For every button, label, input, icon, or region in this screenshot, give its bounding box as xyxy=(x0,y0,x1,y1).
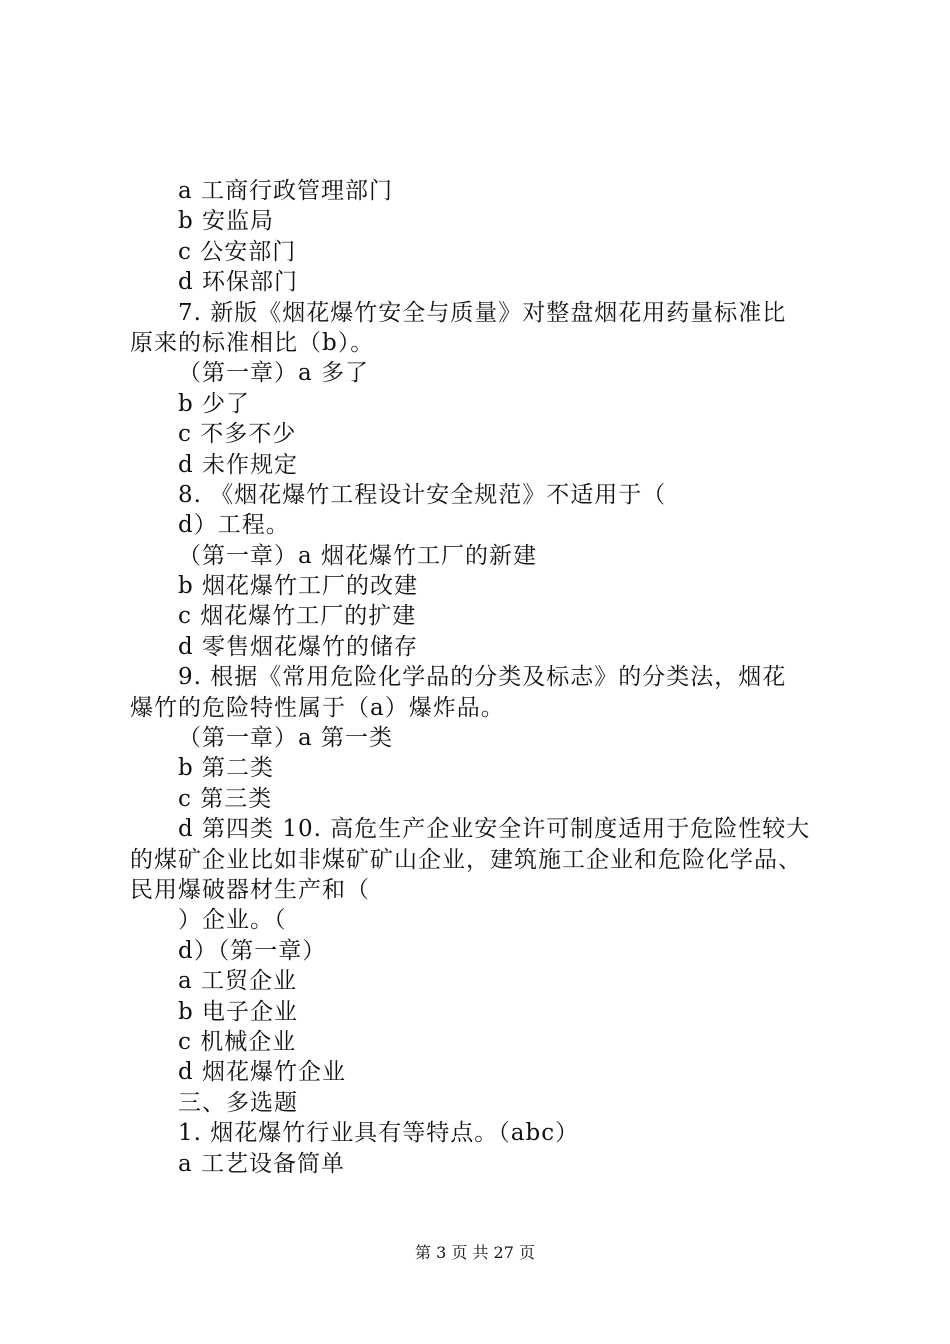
text-line: （第一章）a 烟花爆竹工厂的新建 xyxy=(178,542,538,569)
text-line: b 安监局 xyxy=(178,208,275,235)
question-line: 9. 根据《常用危险化学品的分类及标志》的分类法，烟花 xyxy=(178,664,787,691)
text-line: c 不多不少 xyxy=(178,421,297,448)
text-line: （第一章）a 多了 xyxy=(178,360,370,387)
text-line: d 未作规定 xyxy=(178,451,299,478)
question-line: 1. 烟花爆竹行业具有等特点。（abc） xyxy=(178,1120,580,1147)
text-line: c 第三类 xyxy=(178,785,273,812)
question-line: 7. 新版《烟花爆竹安全与质量》对整盘烟花用药量标准比 xyxy=(178,299,787,326)
text-line: d 烟花爆竹企业 xyxy=(178,1059,347,1086)
text-line: d 零售烟花爆竹的储存 xyxy=(178,633,419,660)
page-number-footer: 第 3 页 共 27 页 xyxy=(415,1243,535,1262)
text-line: ）企业。（ xyxy=(178,907,287,934)
text-line: b 烟花爆竹工厂的改建 xyxy=(178,573,419,600)
text-line: （第一章）a 第一类 xyxy=(178,725,394,752)
text-line: b 第二类 xyxy=(178,755,275,782)
section-heading: 三、多选题 xyxy=(178,1089,298,1116)
text-line: c 机械企业 xyxy=(178,1028,297,1055)
text-line: 原来的标准相比（b）。 xyxy=(130,329,375,356)
text-line: 的煤矿企业比如非煤矿矿山企业，建筑施工企业和危险化学品、 xyxy=(130,846,802,873)
question-line: 8. 《烟花爆竹工程设计安全规范》不适用于（ xyxy=(178,481,667,508)
text-line: 民用爆破器材生产和（ xyxy=(130,876,370,903)
question-line: d 第四类 10. 高危生产企业安全许可制度适用于危险性较大 xyxy=(178,816,811,843)
text-line: b 电子企业 xyxy=(178,998,299,1025)
document-body xyxy=(130,176,840,1179)
text-line: a 工贸企业 xyxy=(178,968,298,995)
text-line: d）工程。 xyxy=(178,512,290,539)
text-line: d 环保部门 xyxy=(178,269,299,296)
text-line: a 工艺设备简单 xyxy=(178,1150,346,1177)
text-line: a 工商行政管理部门 xyxy=(178,178,394,204)
text-line: b 少了 xyxy=(178,390,251,417)
text-line: c 烟花爆竹工厂的扩建 xyxy=(178,603,417,630)
text-line: 爆竹的危险特性属于（a）爆炸品。 xyxy=(130,694,505,721)
text-line: d）（第一章） xyxy=(178,937,327,964)
text-line: c 公安部门 xyxy=(178,238,297,265)
